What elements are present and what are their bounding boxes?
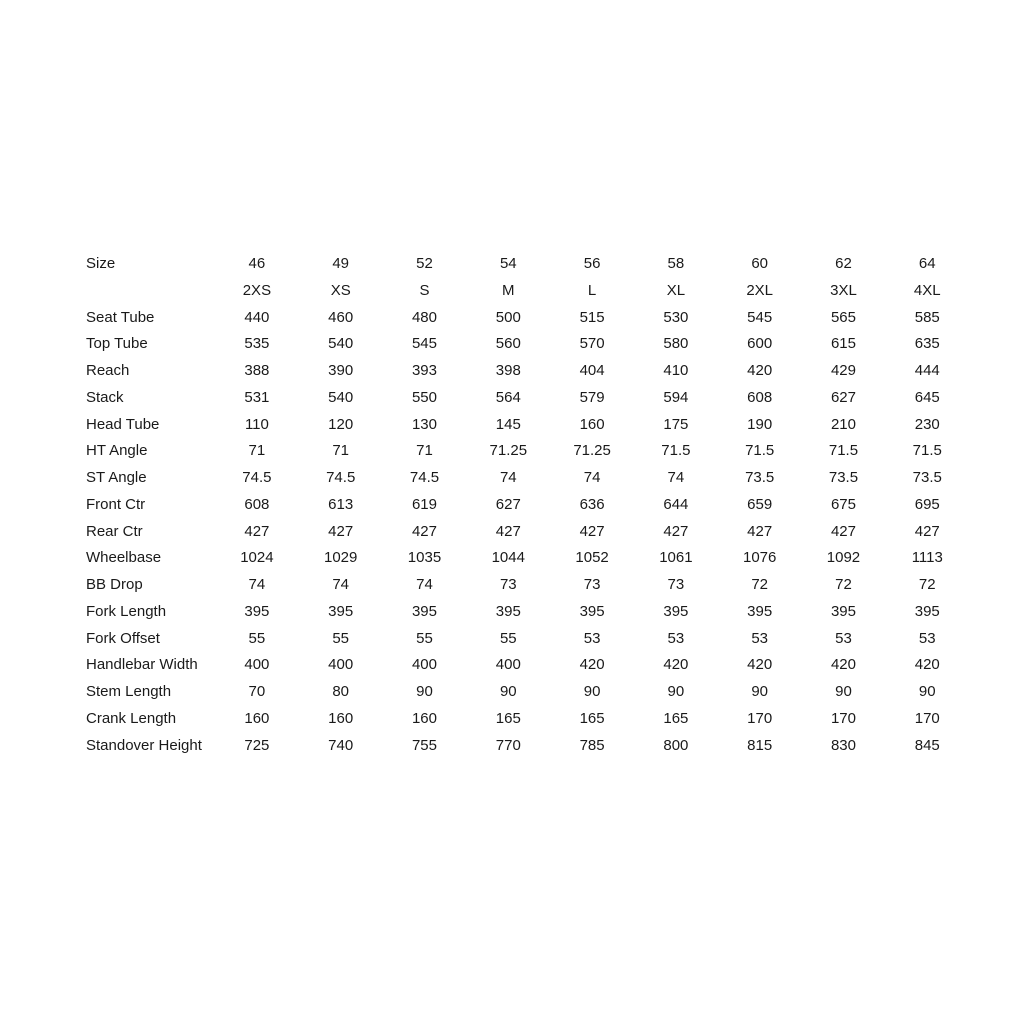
table-cell: 74 xyxy=(416,576,433,593)
table-cell: 71.5 xyxy=(912,442,942,460)
table-cell: 400 xyxy=(411,656,437,674)
size-letter-row xyxy=(86,278,969,305)
table-cell: 500 xyxy=(495,308,521,326)
table-cell: 170 xyxy=(747,709,773,727)
table-cell: 71.25 xyxy=(489,442,528,460)
table-cell: 120 xyxy=(328,415,354,433)
size-number-cell: 52 xyxy=(416,255,433,272)
table-cell: 1024 xyxy=(240,549,274,567)
table-cell: 830 xyxy=(830,736,856,754)
table-cell: 627 xyxy=(495,495,521,513)
table-row xyxy=(86,545,969,572)
table-cell: 160 xyxy=(579,415,605,433)
size-number-cell: 46 xyxy=(248,255,266,272)
table-cell: 90 xyxy=(416,683,433,700)
table-row xyxy=(86,492,969,519)
table-cell: 585 xyxy=(914,308,940,326)
table-row xyxy=(86,385,969,412)
table-row xyxy=(86,626,969,653)
size-letter-cell: 4XL xyxy=(913,281,941,299)
size-number-row xyxy=(86,251,969,278)
table-row xyxy=(86,305,969,332)
table-cell: 395 xyxy=(244,602,270,620)
row-label: Stack xyxy=(86,388,124,406)
table-cell: 74 xyxy=(332,576,350,593)
table-cell: 580 xyxy=(663,335,689,353)
table-cell: 1076 xyxy=(742,549,777,567)
table-cell: 1061 xyxy=(659,549,693,567)
table-row xyxy=(86,572,969,599)
table-cell: 393 xyxy=(411,362,437,379)
table-cell: 594 xyxy=(663,388,689,406)
table-cell: 565 xyxy=(830,308,856,326)
table-cell: 74.5 xyxy=(409,469,440,486)
table-cell: 73 xyxy=(667,576,685,593)
table-cell: 1113 xyxy=(911,549,943,567)
table-cell: 71.5 xyxy=(745,442,775,460)
table-cell: 545 xyxy=(747,308,773,326)
table-cell: 420 xyxy=(663,656,689,674)
table-row xyxy=(86,652,969,679)
table-cell: 1092 xyxy=(826,549,861,567)
table-cell: 160 xyxy=(411,709,437,727)
table-cell: 74 xyxy=(248,576,266,593)
table-cell: 427 xyxy=(495,522,521,540)
row-label: HT Angle xyxy=(86,442,148,460)
table-cell: 53 xyxy=(835,629,852,647)
table-cell: 160 xyxy=(244,709,270,727)
size-letter-cell: 3XL xyxy=(830,281,857,299)
table-cell: 400 xyxy=(328,656,354,674)
table-cell: 613 xyxy=(328,495,354,513)
table-cell: 845 xyxy=(914,736,940,754)
row-label: ST Angle xyxy=(86,469,147,486)
table-cell: 427 xyxy=(914,522,940,540)
table-cell: 165 xyxy=(495,709,521,727)
row-label: Handlebar Width xyxy=(86,656,198,674)
table-cell: 90 xyxy=(835,683,852,700)
table-cell: 427 xyxy=(830,522,856,540)
table-cell: 72 xyxy=(751,576,769,593)
size-letter-cell: L xyxy=(587,281,597,299)
table-cell: 170 xyxy=(830,709,856,727)
table-row xyxy=(86,679,969,706)
row-label: Seat Tube xyxy=(86,308,155,326)
table-cell: 579 xyxy=(579,388,605,406)
table-cell: 420 xyxy=(914,656,940,674)
table-cell: 545 xyxy=(411,335,437,353)
row-label: Reach xyxy=(86,362,130,379)
size-number-cell: 49 xyxy=(332,255,350,272)
table-cell: 71.5 xyxy=(828,442,859,460)
table-cell: 395 xyxy=(411,602,437,620)
table-cell: 404 xyxy=(579,362,605,379)
table-cell: 515 xyxy=(579,308,605,326)
table-cell: 90 xyxy=(918,683,936,700)
table-cell: 73 xyxy=(583,576,601,593)
table-cell: 165 xyxy=(579,709,605,727)
table-cell: 71.5 xyxy=(661,442,691,460)
size-letter-spacer xyxy=(86,278,215,305)
table-cell: 80 xyxy=(332,683,350,700)
table-cell: 70 xyxy=(248,683,266,700)
size-letter-cell: S xyxy=(419,281,430,299)
table-cell: 110 xyxy=(244,415,269,433)
table-cell: 550 xyxy=(411,388,437,406)
table-cell: 570 xyxy=(579,335,605,353)
table-cell: 800 xyxy=(663,736,689,754)
row-label: Rear Ctr xyxy=(86,522,143,540)
table-cell: 230 xyxy=(914,415,940,433)
table-cell: 564 xyxy=(495,388,521,406)
table-cell: 420 xyxy=(830,656,856,674)
table-row xyxy=(86,358,969,385)
table-cell: 72 xyxy=(835,576,852,593)
table-cell: 540 xyxy=(328,335,354,353)
table-cell: 740 xyxy=(328,736,354,754)
table-cell: 53 xyxy=(918,629,936,647)
table-cell: 53 xyxy=(583,629,601,647)
table-cell: 73.5 xyxy=(912,469,942,486)
size-header-label: Size xyxy=(86,255,116,272)
table-row xyxy=(86,438,969,465)
size-number-cell: 54 xyxy=(499,255,517,272)
table-cell: 395 xyxy=(579,602,605,620)
size-letter-cell: 2XL xyxy=(746,281,774,299)
table-cell: 160 xyxy=(328,709,354,727)
row-label: Crank Length xyxy=(86,709,177,727)
table-row xyxy=(86,733,969,760)
size-letter-cell: 2XS xyxy=(242,281,272,299)
table-row xyxy=(86,599,969,626)
table-cell: 530 xyxy=(663,308,689,326)
table-cell: 410 xyxy=(663,362,689,379)
table-cell: 535 xyxy=(244,335,270,353)
table-cell: 531 xyxy=(244,388,270,406)
table-cell: 400 xyxy=(495,656,521,674)
table-cell: 675 xyxy=(830,495,856,513)
table-cell: 644 xyxy=(663,495,689,513)
size-number-cell: 64 xyxy=(918,255,936,272)
table-cell: 600 xyxy=(747,335,773,353)
table-cell: 74 xyxy=(667,469,685,486)
table-cell: 71 xyxy=(416,442,433,460)
table-cell: 540 xyxy=(328,388,354,406)
table-cell: 619 xyxy=(411,495,437,513)
table-cell: 90 xyxy=(667,683,685,700)
table-cell: 627 xyxy=(830,388,856,406)
table-cell: 90 xyxy=(751,683,769,700)
size-number-cell: 62 xyxy=(835,255,852,272)
table-cell: 440 xyxy=(244,308,270,326)
table-cell: 395 xyxy=(914,602,940,620)
table-cell: 72 xyxy=(918,576,936,593)
table-cell: 55 xyxy=(416,629,433,647)
table-cell: 53 xyxy=(751,629,769,647)
table-cell: 74 xyxy=(499,469,517,486)
table-cell: 190 xyxy=(747,415,773,433)
table-cell: 398 xyxy=(495,362,521,379)
table-cell: 90 xyxy=(583,683,601,700)
table-cell: 427 xyxy=(663,522,689,540)
table-cell: 429 xyxy=(830,362,856,379)
table-cell: 480 xyxy=(411,308,437,326)
table-cell: 395 xyxy=(747,602,773,620)
row-label: Fork Offset xyxy=(86,629,160,647)
table-cell: 560 xyxy=(495,335,521,353)
row-label: Top Tube xyxy=(86,335,148,353)
table-cell: 420 xyxy=(747,656,773,674)
table-cell: 1029 xyxy=(324,549,358,567)
row-label: Stem Length xyxy=(86,683,172,700)
table-cell: 608 xyxy=(747,388,773,406)
table-cell: 420 xyxy=(579,656,605,674)
table-cell: 388 xyxy=(244,362,270,379)
table-cell: 444 xyxy=(914,362,940,379)
table-cell: 1044 xyxy=(491,549,525,567)
table-cell: 1035 xyxy=(407,549,442,567)
table-cell: 427 xyxy=(411,522,437,540)
table-cell: 427 xyxy=(244,522,270,540)
row-label: BB Drop xyxy=(86,576,143,593)
table-cell: 71 xyxy=(332,442,350,460)
row-label: Wheelbase xyxy=(86,549,162,567)
table-cell: 725 xyxy=(244,736,270,754)
table-cell: 659 xyxy=(747,495,773,513)
size-number-cell: 58 xyxy=(667,255,685,272)
table-cell: 427 xyxy=(328,522,354,540)
table-cell: 420 xyxy=(747,362,773,379)
table-cell: 395 xyxy=(495,602,521,620)
table-cell: 210 xyxy=(830,415,856,433)
table-cell: 73 xyxy=(499,576,517,593)
table-cell: 770 xyxy=(495,736,521,754)
table-cell: 755 xyxy=(411,736,437,754)
table-cell: 130 xyxy=(411,415,437,433)
size-number-cell: 56 xyxy=(583,255,601,272)
table-row xyxy=(86,331,969,358)
table-cell: 635 xyxy=(914,335,940,353)
size-letter-cell: M xyxy=(502,281,515,299)
table-cell: 785 xyxy=(579,736,605,754)
geometry-table xyxy=(86,251,969,759)
table-cell: 615 xyxy=(830,335,856,353)
table-cell: 427 xyxy=(579,522,605,540)
table-cell: 460 xyxy=(328,308,354,326)
table-cell: 74.5 xyxy=(326,469,356,486)
table-row xyxy=(86,412,969,439)
size-number-cell: 60 xyxy=(751,255,769,272)
table-cell: 695 xyxy=(914,495,940,513)
table-cell: 55 xyxy=(332,629,350,647)
table-row xyxy=(86,706,969,733)
table-cell: 427 xyxy=(747,522,773,540)
table-cell: 73.5 xyxy=(828,469,859,486)
table-cell: 390 xyxy=(328,362,354,379)
table-cell: 53 xyxy=(667,629,685,647)
size-letter-cell: XS xyxy=(330,281,351,299)
table-cell: 400 xyxy=(244,656,270,674)
table-cell: 55 xyxy=(499,629,517,647)
table-cell: 55 xyxy=(248,629,266,647)
table-cell: 645 xyxy=(914,388,940,406)
table-cell: 636 xyxy=(579,495,605,513)
geometry-table-body xyxy=(86,251,969,759)
table-cell: 395 xyxy=(328,602,354,620)
table-cell: 74 xyxy=(583,469,601,486)
row-label: Standover Height xyxy=(86,736,202,754)
table-cell: 395 xyxy=(663,602,689,620)
table-cell: 608 xyxy=(244,495,270,513)
table-row xyxy=(86,465,969,492)
row-label: Front Ctr xyxy=(86,495,146,513)
table-cell: 74.5 xyxy=(242,469,272,486)
size-letter-cell: XL xyxy=(666,281,686,299)
table-cell: 170 xyxy=(914,709,940,727)
table-row xyxy=(86,519,969,546)
table-cell: 165 xyxy=(663,709,689,727)
table-cell: 73.5 xyxy=(745,469,775,486)
table-cell: 145 xyxy=(495,415,521,433)
table-cell: 90 xyxy=(499,683,517,700)
table-cell: 395 xyxy=(830,602,856,620)
table-cell: 71.25 xyxy=(573,442,611,460)
table-cell: 1052 xyxy=(575,549,609,567)
table-cell: 175 xyxy=(663,415,689,433)
row-label: Fork Length xyxy=(86,602,167,620)
table-cell: 815 xyxy=(747,736,773,754)
row-label: Head Tube xyxy=(86,415,160,433)
table-cell: 71 xyxy=(248,442,266,460)
